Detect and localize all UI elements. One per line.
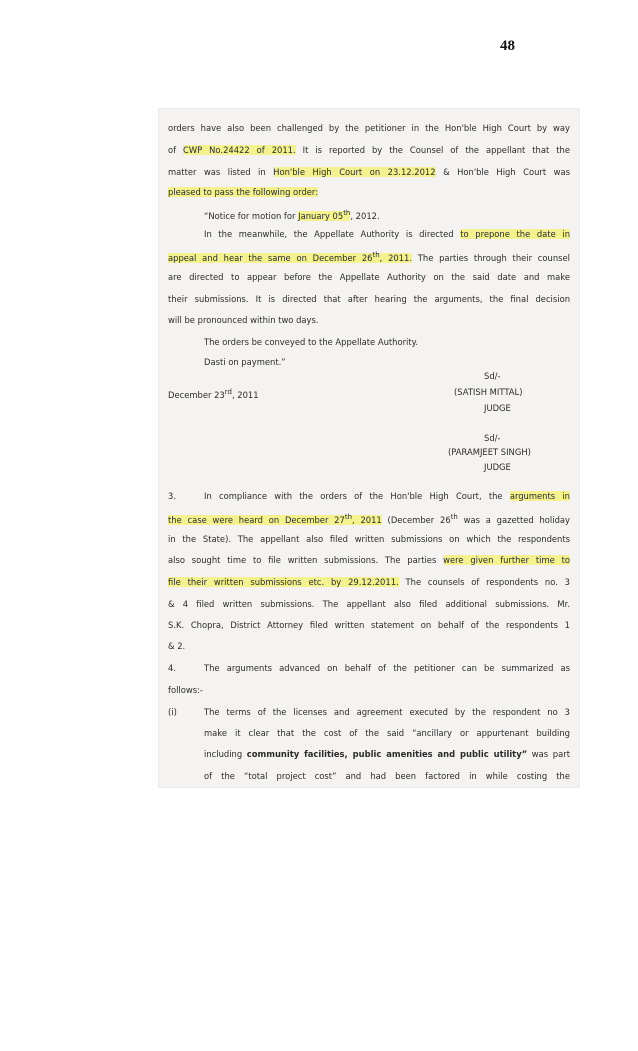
highlight: to prepone the date in xyxy=(460,229,571,239)
highlight: the case were heard on December 27th, 2011 xyxy=(168,513,382,525)
text-line: & 2. xyxy=(168,641,186,651)
highlight: arguments in xyxy=(509,491,570,501)
order-line: their submissions. It is directed that after hearing the arguments, the final decision xyxy=(168,294,570,304)
text-line: orders have also been challenged by the petitioner in the Hon'ble High Court by way xyxy=(168,123,570,133)
order-line: are directed to appear before the Appellate Authority on the said date and make xyxy=(168,272,570,282)
text-line: make it clear that the cost of the said “ancillary or appurtenant building xyxy=(204,728,570,738)
judge-title: JUDGE xyxy=(484,462,511,472)
para-number: 3. xyxy=(168,491,176,501)
text-line: including community facilities, public amenities and public utility” was part xyxy=(204,749,570,759)
highlight: CWP No.24422 of 2011. xyxy=(183,145,296,155)
item-number: (i) xyxy=(168,707,177,717)
text-line: The terms of the licenses and agreement executed by the respondent no 3 xyxy=(204,707,570,717)
text-line: also sought time to file written submissions. The parties were given further time to xyxy=(168,555,570,565)
signature-sd: Sd/- xyxy=(484,371,501,381)
text-line: & 4 filed written submissions. The appellant also filed additional submissions. Mr. xyxy=(168,599,570,609)
order-line: will be pronounced within two days. xyxy=(168,315,319,325)
highlight: January 05th xyxy=(298,209,351,221)
judge-name: (PARAMJEET SINGH) xyxy=(448,447,531,457)
text-line: S.K. Chopra, District Attorney filed written statement on behalf of the respondents 1 xyxy=(168,620,570,630)
para-number: 4. xyxy=(168,663,176,673)
order-line: The orders be conveyed to the Appellate Authority. xyxy=(204,337,419,347)
order-line: Dasti on payment.” xyxy=(204,357,286,367)
signature-sd: Sd/- xyxy=(484,433,501,443)
text-line: of CWP No.24422 of 2011. It is reported by the Counsel of the appellant that the xyxy=(168,145,570,155)
order-line: appeal and hear the same on December 26th, 2011. The parties through their counsel xyxy=(168,251,570,263)
text-line: matter was listed in Hon'ble High Court on 23.12.2012 & Hon'ble High Court was xyxy=(168,167,570,177)
text-line: follows:- xyxy=(168,685,203,695)
text-line: The arguments advanced on behalf of the petitioner can be summarized as xyxy=(204,663,570,673)
highlight: file their written submissions etc. by 29.12.2011. xyxy=(168,577,399,587)
text-line: file their written submissions etc. by 29.12.2011. The counsels of respondents no. 3 xyxy=(168,577,570,587)
order-line: “Notice for motion for January 05th, 2012. xyxy=(204,209,380,221)
text-line: of the “total project cost” and had been factored in while costing the xyxy=(204,771,570,781)
judge-name: (SATISH MITTAL) xyxy=(454,387,523,397)
text-line: In compliance with the orders of the Hon'ble High Court, the arguments in xyxy=(204,491,570,501)
text-line xyxy=(168,186,318,198)
judge-title: JUDGE xyxy=(484,403,511,413)
scanned-page xyxy=(158,108,580,788)
text-line: in the State). The appellant also filed written submissions on which the respondents xyxy=(168,534,570,544)
order-date: December 23rd, 2011 xyxy=(168,388,259,400)
page-number: 48 xyxy=(500,38,515,54)
highlight: Hon'ble High Court on 23.12.2012 xyxy=(273,167,436,177)
order-line: In the meanwhile, the Appellate Authority is directed to prepone the date in xyxy=(204,229,571,239)
highlight: appeal and hear the same on December 26th, 2011. xyxy=(168,251,413,263)
text-line: the case were heard on December 27th, 2011 (December 26th was a gazetted holiday xyxy=(168,513,570,525)
highlight: were given further time to xyxy=(443,555,570,565)
highlight: pleased to pass the following order: xyxy=(168,187,319,197)
